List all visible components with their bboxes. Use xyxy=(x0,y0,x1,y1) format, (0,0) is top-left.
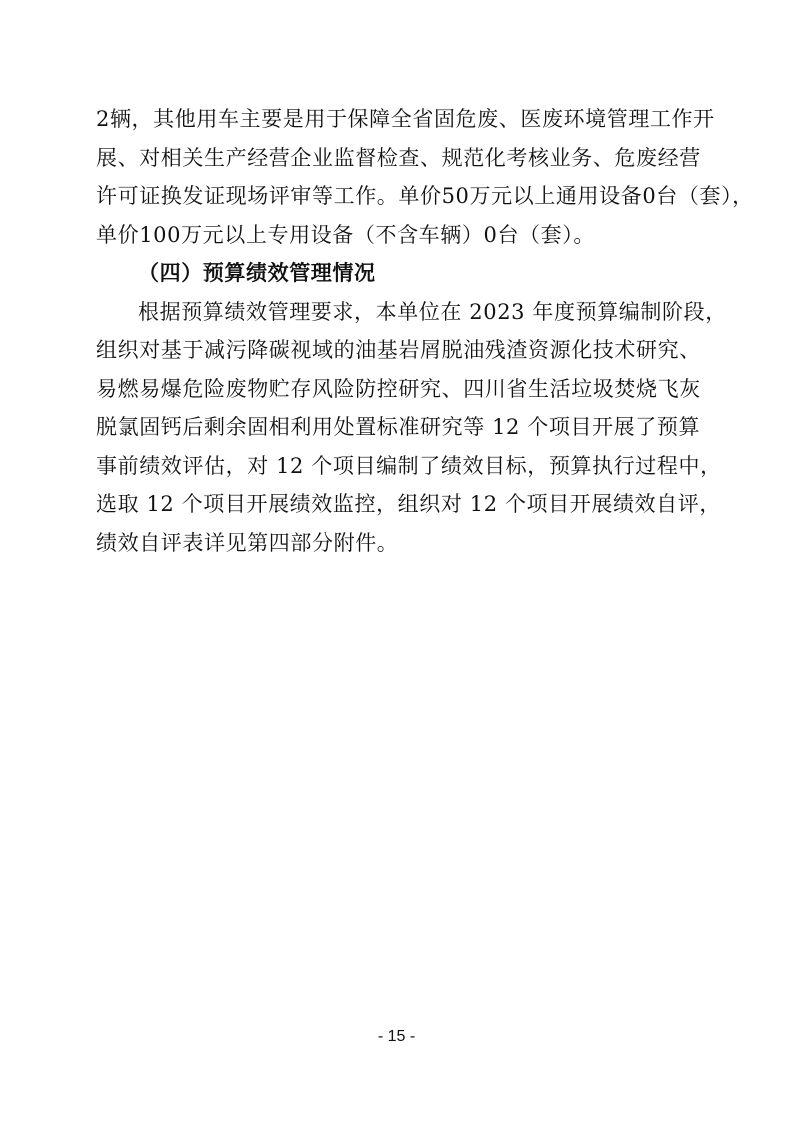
paragraph-line: 根据预算绩效管理要求，本单位在 2023 年度预算编制阶段， xyxy=(138,299,727,324)
page-body xyxy=(96,100,754,562)
paragraph-line: 许可证换发证现场评审等工作。单价50万元以上通用设备0台（套）， xyxy=(96,184,754,208)
paragraph-line: 脱氯固钙后剩余固相利用处置标准研究等 12 个项目开展了预算 xyxy=(96,415,701,439)
paragraph-line: 2辆，其他用车主要是用于保障全省固危废、医废环境管理工作开 xyxy=(96,107,715,131)
paragraph-line: 绩效自评表详见第四部分附件。 xyxy=(96,530,399,555)
paragraph-line: 展、对相关生产经营企业监督检查、规范化考核业务、危废经营 xyxy=(96,145,701,170)
section-heading: （四）预算绩效管理情况 xyxy=(138,261,376,285)
paragraph-line: 单价100万元以上专用设备（不含车辆）0台（套）。 xyxy=(96,222,595,247)
paragraph-line: 组织对基于减污降碳视域的油基岩屑脱油残渣资源化技术研究、 xyxy=(96,338,701,362)
page-number: - 15 - xyxy=(377,1028,416,1045)
paragraph-line: 选取 12 个项目开展绩效监控，组织对 12 个项目开展绩效自评， xyxy=(96,492,721,516)
paragraph-line: 易燃易爆危险废物贮存风险防控研究、四川省生活垃圾焚烧飞灰 xyxy=(96,376,701,401)
paragraph-line: 事前绩效评估，对 12 个项目编制了绩效目标，预算执行过程中， xyxy=(96,453,722,478)
